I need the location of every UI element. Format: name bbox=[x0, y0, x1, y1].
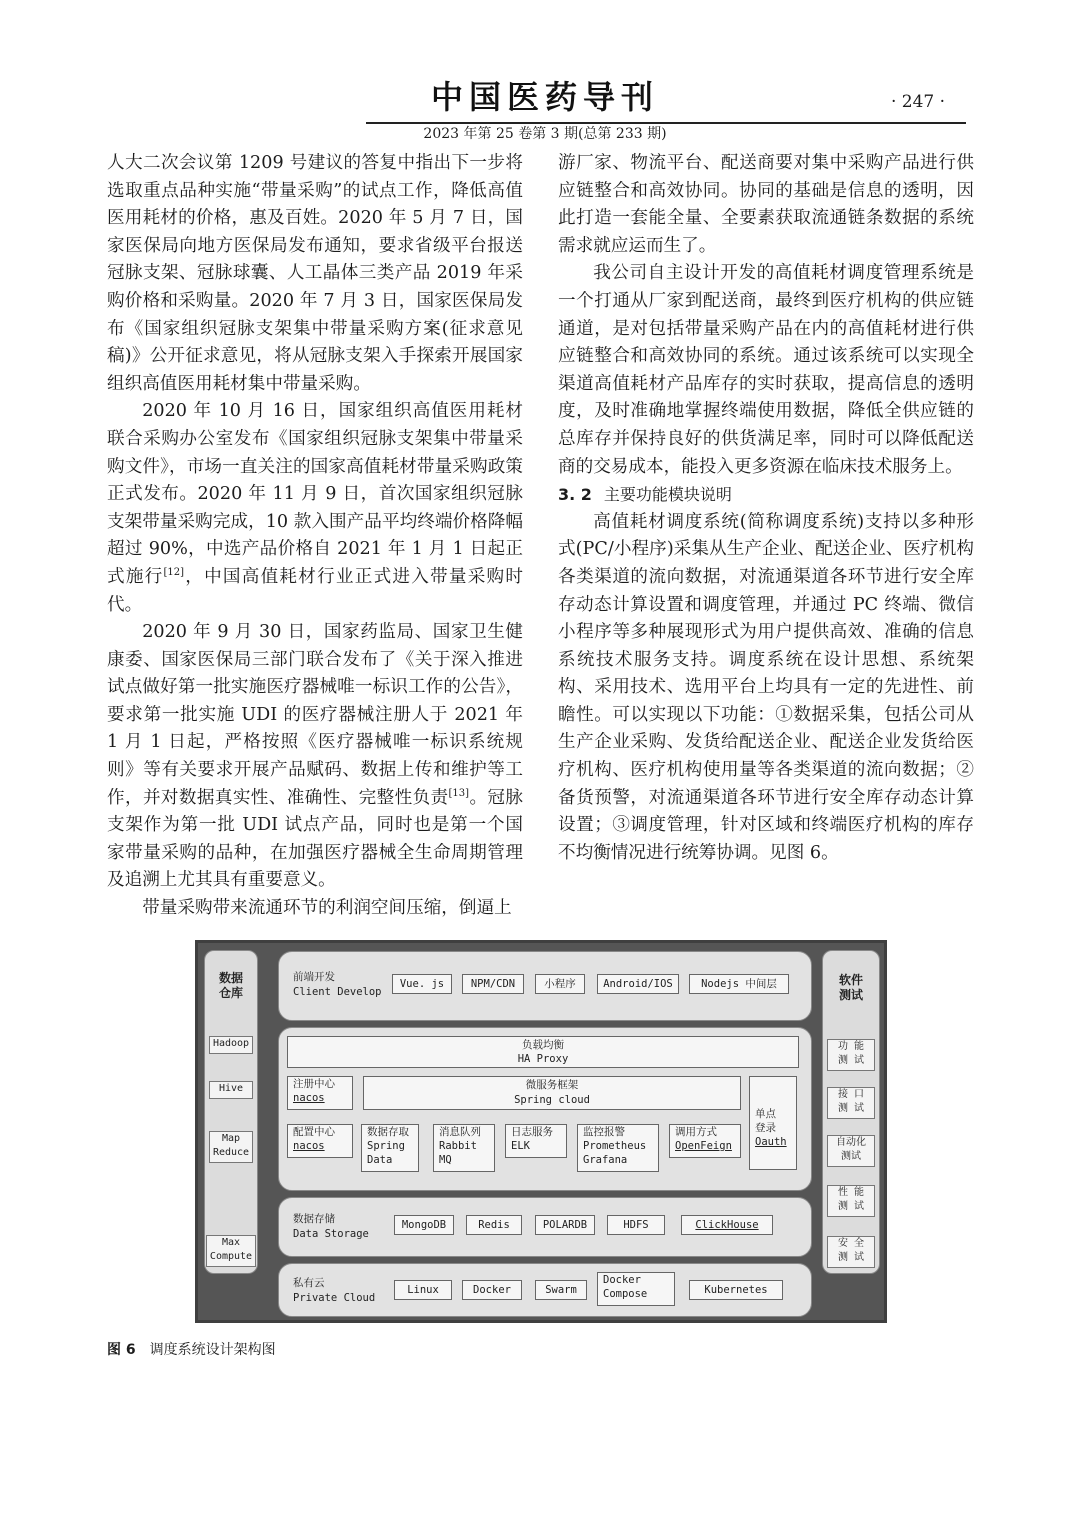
docker-compose-box: Docker Compose bbox=[597, 1272, 675, 1306]
software-testing-panel bbox=[822, 950, 880, 1274]
left-paragraph-2: 2020 年 10 月 16 日，国家组织高值医用耗材联合采购办公室发布《国家组织冠脉支架集中带量采购文件》，市场一直关注的国家高值耗材带量采购政策正式发布。2020 年 11 月 9 日，首次国家组织冠脉支架带量采购完成，10 款入围产品平均终端价格降幅超过 90%，中选产品价格自 2021 年 1 月 1 日起正式施行[12]，中国高值耗材行业正式进入带量采购时代。 bbox=[107, 401, 523, 615]
data-access-box: 数据存取 Spring Data bbox=[361, 1124, 419, 1172]
automation-test-box: 自动化 测试 bbox=[827, 1135, 875, 1167]
data-storage-layer bbox=[278, 1197, 812, 1257]
message-queue-box: 消息队列 Rabbit MQ bbox=[433, 1124, 495, 1172]
right-column bbox=[558, 150, 974, 867]
sso-box: 单点 登录 Oauth bbox=[749, 1076, 797, 1170]
left-paragraph-1: 人大二次会议第 1209 号建议的答复中指出下一步将选取重点品种实施“带量采购”的试点工作，降低高值医用耗材的价格，惠及百姓。2020 年 5 月 7 日，国家医保局向地方医保局发布通知，要求省级平台报送冠脉支架、冠脉球囊、人工晶体三类产品 2019 年采购价格和采购量。2020 年 7 月 3 日，国家医保局发布《国家组织冠脉支架集中带量采购方案(征求意见稿)》公开征求意见，将从冠脉支架入手探索开展国家组织高值医用耗材集中带量采购。 bbox=[107, 153, 523, 394]
frontend-title: 前端开发 Client Develop bbox=[293, 971, 382, 998]
frontend-layer bbox=[278, 951, 812, 1021]
issue-line: 2023 年第 25 卷第 3 期(总第 233 期) bbox=[423, 126, 667, 142]
hadoop-box: Hadoop bbox=[209, 1036, 253, 1054]
reference-12: [12] bbox=[163, 567, 185, 579]
page-number: · 247 · bbox=[890, 92, 946, 112]
data-warehouse-panel bbox=[204, 950, 258, 1274]
figure-caption-text: 调度系统设计架构图 bbox=[149, 1342, 276, 1358]
kubernetes-box: Kubernetes bbox=[689, 1280, 783, 1300]
hdfs-box: HDFS bbox=[607, 1215, 665, 1235]
journal-title: 中国医药导刊 bbox=[430, 78, 659, 116]
software-testing-title: 软件 测试 bbox=[838, 973, 863, 1002]
android-ios-box: Android/IOS bbox=[597, 974, 679, 994]
clickhouse-box: ClickHouse bbox=[681, 1215, 773, 1235]
reference-13: [13] bbox=[448, 787, 470, 799]
vuejs-box: Vue. js bbox=[392, 974, 452, 994]
section-heading: 3. 2 主要功能模块说明 bbox=[558, 485, 732, 505]
maxcompute-box: Max Compute bbox=[206, 1235, 256, 1267]
private-cloud-layer bbox=[278, 1263, 812, 1317]
monitoring-box: 监控报警 Prometheus Grafana bbox=[577, 1124, 659, 1172]
right-paragraph-3: 高值耗材调度系统(简称调度系统)支持以多种形式(PC/小程序)采集从生产企业、配送企业、医疗机构各类渠道的流向数据，对流通渠道各环节进行安全库存动态计算设置和调度管理，并通过 PC 终端、微信小程序等多种展现形式为用户提供高效、准确的信息系统技术服务支持。调度系统在设计思想、系统架构、采用技术、选用平台上均具有一定的先进性、前瞻性。可以实现以下功能：①数据采集，包括公司从生产企业采购、发货给配送企业、配送企业发货给医疗机构、医疗机构使用量等各类渠道的流向数据；②备货预警，对流通渠道各环节进行安全库存动态计算设置；③调度管理，针对区域和终端医疗机构的库存不均衡情况进行统筹协调。见图 6。 bbox=[558, 511, 974, 863]
log-service-box: 日志服务 ELK bbox=[505, 1124, 567, 1158]
hive-box: Hive bbox=[209, 1081, 253, 1099]
nodejs-box: Nodejs 中间层 bbox=[689, 974, 789, 994]
data-warehouse-title: 数据 仓库 bbox=[218, 971, 243, 1000]
performance-test-box: 性 能 测 试 bbox=[827, 1185, 875, 1217]
mini-program-box: 小程序 bbox=[535, 974, 585, 994]
mongodb-box: MongoDB bbox=[394, 1215, 454, 1235]
private-cloud-title: 私有云 Private Cloud bbox=[293, 1277, 376, 1304]
invocation-box: 调用方式 OpenFeign bbox=[669, 1124, 741, 1158]
registry-box: 注册中心 nacos bbox=[287, 1076, 353, 1110]
swarm-box: Swarm bbox=[535, 1280, 587, 1300]
interface-test-box: 接 口 测 试 bbox=[827, 1087, 875, 1119]
polardb-box: POLARDB bbox=[535, 1215, 595, 1235]
right-paragraph-1: 游厂家、物流平台、配送商要对集中采购产品进行供应链整合和高效协同。协同的基础是信息的透明，因此打造一套能全量、全要素获取流通链条数据的系统需求就应运而生了。 bbox=[558, 153, 974, 256]
npm-cdn-box: NPM/CDN bbox=[462, 974, 524, 994]
functional-test-box: 功 能 测 试 bbox=[827, 1039, 875, 1071]
docker-box: Docker bbox=[462, 1280, 522, 1300]
microservice-framework-box: 微服务框架 Spring cloud bbox=[363, 1076, 741, 1110]
load-balancer-box: 负载均衡 HA Proxy bbox=[287, 1036, 799, 1068]
left-paragraph-4: 带量采购带来流通环节的利润空间压缩，倒逼上 bbox=[142, 898, 512, 919]
figure-label: 图 6 bbox=[107, 1342, 136, 1358]
service-layer bbox=[278, 1027, 812, 1191]
linux-box: Linux bbox=[394, 1280, 452, 1300]
security-test-box: 安 全 测 试 bbox=[827, 1236, 875, 1268]
data-storage-title: 数据存储 Data Storage bbox=[293, 1213, 369, 1240]
figure-caption bbox=[107, 1338, 507, 1362]
mapreduce-box: Map Reduce bbox=[209, 1131, 253, 1163]
redis-box: Redis bbox=[466, 1215, 522, 1235]
right-paragraph-2: 我公司自主设计开发的高值耗材调度管理系统是一个打通从厂家到配送商，最终到医疗机构的供应链通道，是对包括带量采购产品在内的高值耗材进行供应链整合和高效协同的系统。通过该系统可以实现全渠道高值耗材产品库存的实时获取，提高信息的透明度，及时准确地掌握终端使用数据，降低全供应链的总库存并保持良好的供货满足率，同时可以降低配送商的交易成本，能投入更多资源在临床技术服务上。 bbox=[558, 263, 974, 477]
left-column bbox=[107, 150, 523, 923]
architecture-figure bbox=[195, 940, 887, 1323]
left-paragraph-3: 2020 年 9 月 30 日，国家药监局、国家卫生健康委、国家医保局三部门联合发布了《关于深入推进试点做好第一批实施医疗器械唯一标识工作的公告》，要求第一批实施 UDI 的医疗器械注册人于 2021 年 1 月 1 日起，严格按照《医疗器械唯一标识系统规则》等有关要求开展产品赋码、数据上传和维护等工作，并对数据真实性、准确性、完整性负责[13]。冠脉支架作为第一批 UDI 试点产品，同时也是第一个国家带量采购的品种，在加强医疗器械全生命周期管理及追溯上尤其具有重要意义。 bbox=[107, 622, 523, 891]
config-center-box: 配置中心 nacos bbox=[287, 1124, 353, 1158]
